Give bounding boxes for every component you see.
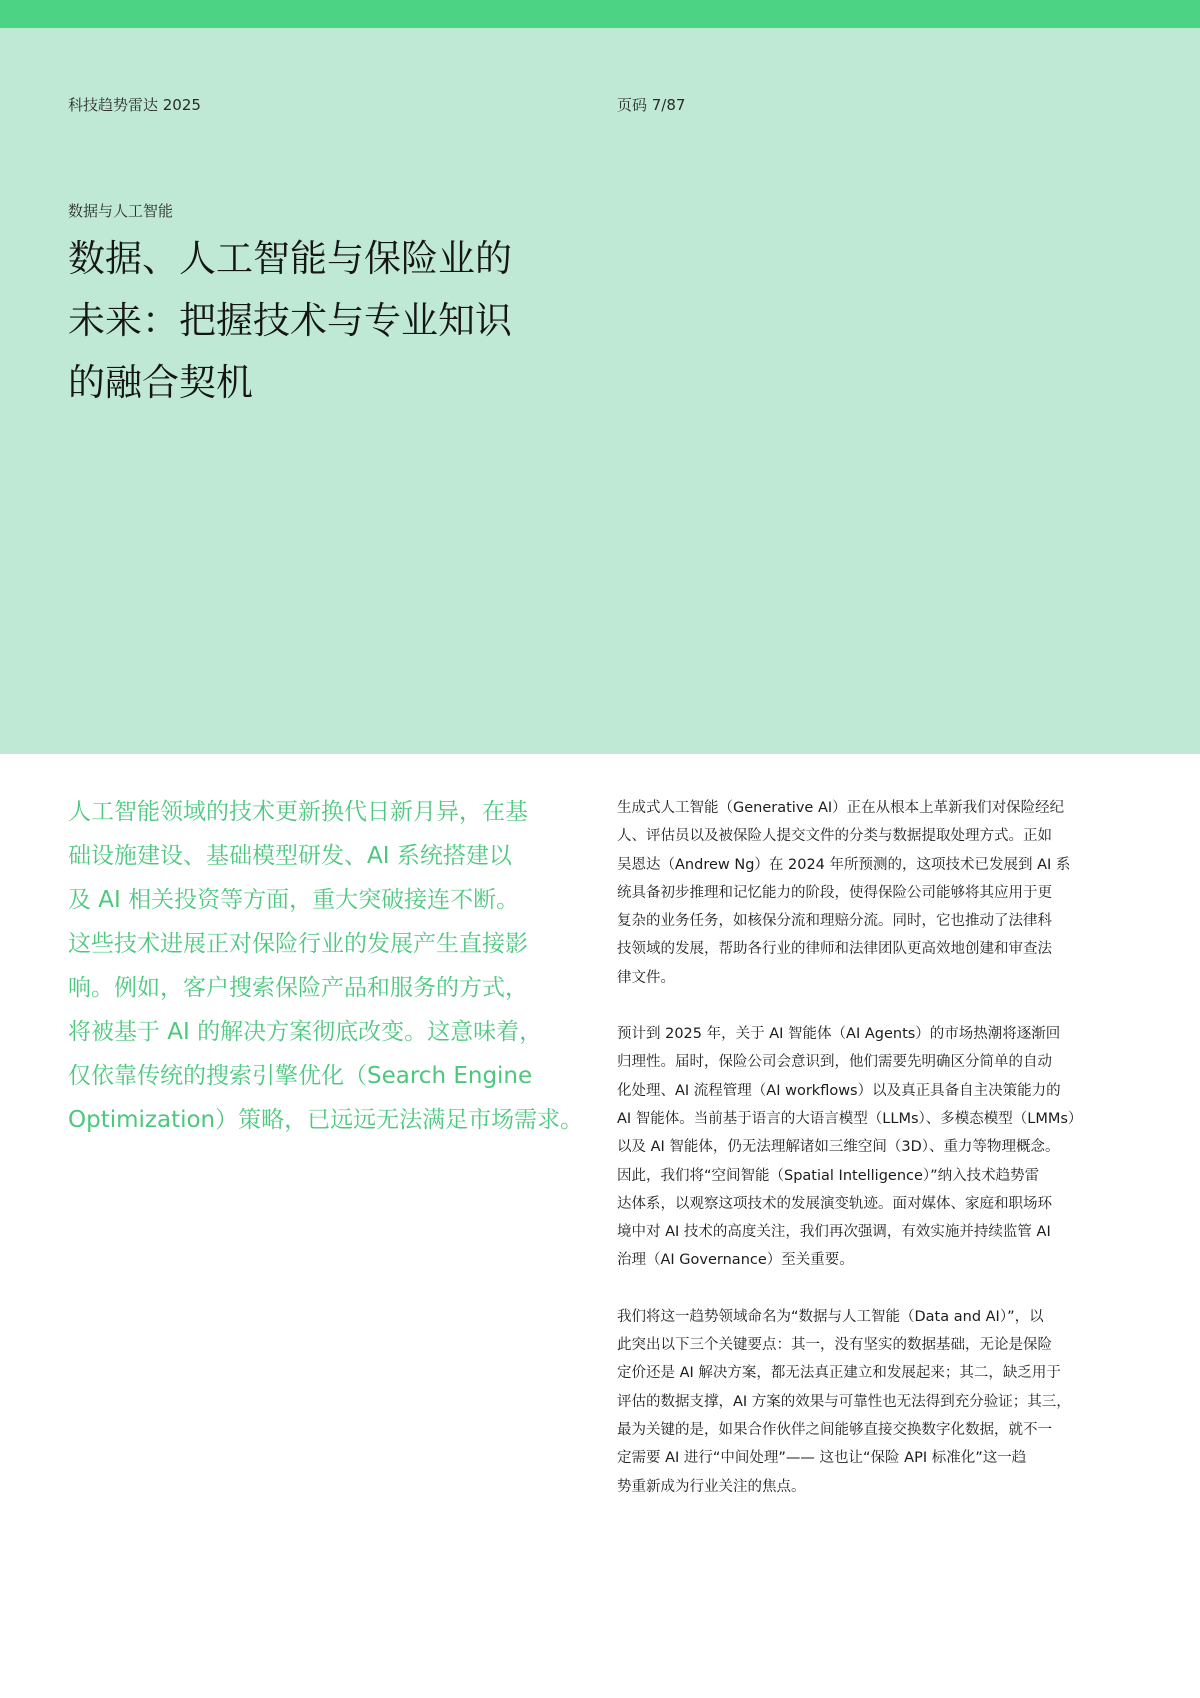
running-title: 科技趋势雷达 2025 (68, 96, 201, 114)
body-line: 我们将这一趋势领域命名为“数据与人工智能（Data and AI）”，以 (617, 1308, 1044, 1325)
body-line: 因此，我们将“空间智能（Spatial Intelligence）”纳入技术趋势雷 (617, 1167, 1040, 1184)
body-line: 预计到 2025 年，关于 AI 智能体（AI Agents）的市场热潮将逐渐回 (617, 1026, 1061, 1043)
body-column (617, 794, 1137, 1529)
lead-paragraph (68, 790, 598, 1142)
lead-line: 人工智能领域的技术更新换代日新月异，在基 (68, 799, 528, 825)
body-line: 化处理、AI 流程管理（AI workflows）以及真正具备自主决策能力的 (617, 1082, 1061, 1099)
top-accent-bar (0, 0, 1200, 28)
title-line: 未来：把握技术与专业知识 (68, 299, 512, 342)
title-line: 的融合契机 (68, 361, 253, 404)
body-line: 势重新成为行业关注的焦点。 (617, 1478, 806, 1495)
lead-line: 这些技术进展正对保险行业的发展产生直接影 (68, 931, 528, 957)
body-line: 治理（AI Governance）至关重要。 (617, 1252, 854, 1269)
body-paragraph-3 (617, 1303, 1137, 1501)
body-paragraph-2 (617, 1020, 1137, 1275)
body-line: 归理性。届时，保险公司会意识到，他们需要先明确区分简单的自动 (617, 1054, 1052, 1071)
lead-line: 响。例如，客户搜索保险产品和服务的方式， (68, 975, 528, 1001)
body-line: AI 智能体。当前基于语言的大语言模型（LLMs）、多模态模型（LMMs） (617, 1110, 1083, 1127)
hero-banner (0, 28, 1200, 754)
body-line: 律文件。 (617, 969, 675, 986)
body-line: 达体系，以观察这项技术的发展演变轨迹。面对媒体、家庭和职场环 (617, 1195, 1052, 1212)
section-category: 数据与人工智能 (68, 202, 174, 220)
lead-line: Optimization）策略，已远远无法满足市场需求。 (68, 1107, 584, 1133)
body-line: 定需要 AI 进行“中间处理”—— 这也让“保险 API 标准化”这一趋 (617, 1450, 1027, 1467)
body-line: 评估的数据支撑，AI 方案的效果与可靠性也无法得到充分验证；其三， (617, 1393, 1071, 1410)
body-line: 最为关键的是，如果合作伙伴之间能够直接交换数字化数据，就不一 (617, 1421, 1052, 1438)
page-number: 页码 7/87 (617, 96, 686, 114)
article-title (68, 228, 568, 414)
lead-line: 础设施建设、基础模型研发、AI 系统搭建以 (68, 843, 512, 869)
body-line: 定价还是 AI 解决方案，都无法真正建立和发展起来；其二，缺乏用于 (617, 1365, 1061, 1382)
body-line: 境中对 AI 技术的高度关注，我们再次强调，有效实施并持续监管 AI (617, 1224, 1051, 1241)
body-paragraph-1 (617, 794, 1137, 992)
lead-line: 仅依靠传统的搜索引擎优化（Search Engine (68, 1063, 533, 1089)
body-line: 吴恩达（Andrew Ng）在 2024 年所预测的，这项技术已发展到 AI 系 (617, 856, 1071, 873)
body-line: 复杂的业务任务，如核保分流和理赔分流。同时，它也推动了法律科 (617, 913, 1052, 930)
lead-line: 及 AI 相关投资等方面，重大突破接连不断。 (68, 887, 520, 913)
body-line: 人、评估员以及被保险人提交文件的分类与数据提取处理方式。正如 (617, 828, 1052, 845)
body-line: 此突出以下三个关键要点：其一，没有坚实的数据基础，无论是保险 (617, 1337, 1052, 1354)
title-line: 数据、人工智能与保险业的 (68, 237, 512, 280)
body-line: 技领域的发展，帮助各行业的律师和法律团队更高效地创建和审查法 (617, 941, 1052, 958)
body-line: 以及 AI 智能体，仍无法理解诸如三维空间（3D）、重力等物理概念。 (617, 1139, 1060, 1156)
body-line: 生成式人工智能（Generative AI）正在从根本上革新我们对保险经纪 (617, 800, 1065, 816)
body-line: 统具备初步推理和记忆能力的阶段，使得保险公司能够将其应用于更 (617, 884, 1052, 901)
lead-line: 将被基于 AI 的解决方案彻底改变。这意味着， (68, 1019, 543, 1045)
